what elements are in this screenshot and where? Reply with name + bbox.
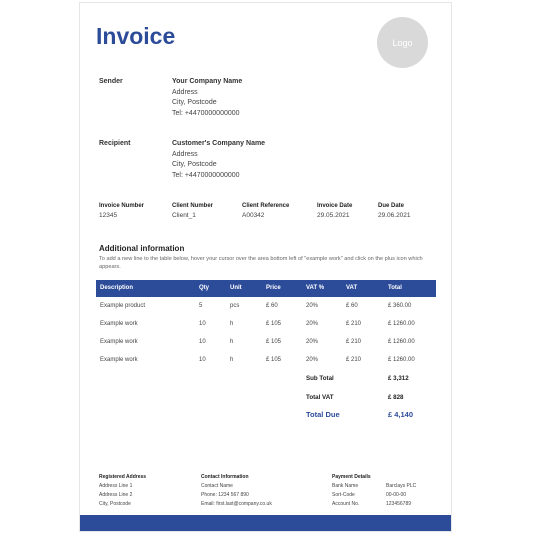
cell-vat-percent: 20% <box>306 321 319 327</box>
cell-total: £ 1260.00 <box>388 339 415 345</box>
col-qty: Qty <box>199 285 210 291</box>
invoice-meta <box>99 203 433 225</box>
table-header <box>96 280 436 297</box>
recipient-address: Address <box>172 150 198 158</box>
meta-client-reference <box>242 203 289 219</box>
recipient-label: Recipient <box>99 140 131 147</box>
footer-heading: Payment Details <box>332 474 371 480</box>
footer-line: Email: first.last@company.co.uk <box>201 501 272 507</box>
footer-line: City, Postcode <box>99 501 131 507</box>
meta-value: 29.06.2021 <box>378 212 411 219</box>
cell-unit: h <box>230 357 234 363</box>
meta-invoice-number <box>99 203 144 219</box>
footer-contact-info <box>201 473 272 509</box>
table-row <box>96 315 436 333</box>
cell-qty: 10 <box>199 321 206 327</box>
cell-price: £ 105 <box>266 339 282 345</box>
cell-description: Example product <box>100 303 146 309</box>
footer-bar <box>80 515 451 531</box>
cell-price: £ 60 <box>266 303 278 309</box>
cell-description: Example work <box>100 321 138 327</box>
footer-line: Address Line 1 <box>99 483 133 489</box>
recipient-name: Customer's Company Name <box>172 140 266 147</box>
col-total: Total <box>388 285 402 291</box>
cell-vat: £ 210 <box>346 357 362 363</box>
footer-value: Barclays PLC <box>386 483 417 489</box>
footer-key: Sort-Code <box>332 492 355 498</box>
cell-qty: 5 <box>199 303 203 309</box>
invoice-page <box>79 2 452 532</box>
footer-pair <box>332 500 416 509</box>
cell-vat: £ 210 <box>346 339 362 345</box>
cell-vat: £ 60 <box>346 303 358 309</box>
cell-unit: h <box>230 339 234 345</box>
cell-total: £ 1260.00 <box>388 357 415 363</box>
sender-name: Your Company Name <box>172 78 243 85</box>
cell-price: £ 105 <box>266 357 282 363</box>
meta-label: Client Reference <box>242 203 290 209</box>
table-row <box>96 333 436 351</box>
meta-value: 29.05.2021 <box>317 212 350 219</box>
col-vat: VAT <box>346 285 358 291</box>
sender-city: City, Postcode <box>172 99 217 106</box>
meta-value: Client_1 <box>172 212 196 219</box>
total-due-value: £ 4,140 <box>388 410 414 419</box>
subtotal-label: Sub Total <box>306 375 334 382</box>
cell-qty: 10 <box>199 339 206 345</box>
footer-heading: Contact Information <box>201 474 249 480</box>
subtotal-value: £ 3,312 <box>388 375 409 382</box>
footer-heading: Registered Address <box>99 474 147 480</box>
sender-tel: Tel: +4470000000000 <box>172 109 240 117</box>
meta-invoice-date <box>317 203 352 219</box>
footer-pair <box>332 491 416 500</box>
col-description: Description <box>100 285 134 291</box>
footer-value: 00-00-00 <box>386 492 407 498</box>
col-unit: Unit <box>230 285 242 291</box>
cell-vat-percent: 20% <box>306 339 319 345</box>
meta-label: Client Number <box>172 203 214 209</box>
cell-unit: h <box>230 321 234 327</box>
meta-label: Due Date <box>378 203 405 209</box>
table-row <box>96 297 436 315</box>
invoice-title: Invoice <box>96 23 176 49</box>
cell-total: £ 360.00 <box>388 303 412 309</box>
recipient-tel: Tel: +4470000000000 <box>172 171 240 179</box>
table-body <box>96 297 436 369</box>
table-row <box>96 351 436 369</box>
footer-line: Phone: 1234 567 890 <box>201 492 249 498</box>
footer-registered-address <box>99 473 146 509</box>
recipient-block <box>172 139 265 181</box>
recipient-city: City, Postcode <box>172 161 217 168</box>
total-due-label: Total Due <box>306 410 340 419</box>
cell-description: Example work <box>100 339 138 345</box>
meta-value: 12345 <box>99 212 118 219</box>
sender-address: Address <box>172 88 198 96</box>
sender-block <box>172 77 242 119</box>
meta-due-date <box>378 203 411 219</box>
total-vat-label: Total VAT <box>306 394 334 401</box>
meta-value: A00342 <box>242 212 265 219</box>
footer-payment-details <box>332 473 416 509</box>
sender-label: Sender <box>99 78 123 85</box>
col-price: Price <box>266 285 281 291</box>
cell-unit: pcs <box>230 303 240 309</box>
meta-label: Invoice Number <box>99 203 145 209</box>
footer-key: Bank Name <box>332 483 359 489</box>
meta-label: Invoice Date <box>317 203 353 209</box>
footer-line: Contact Name <box>201 483 233 489</box>
cell-total: £ 1260.00 <box>388 321 415 327</box>
additional-info-title: Additional information <box>99 244 185 253</box>
meta-client-number <box>172 203 213 219</box>
cell-description: Example work <box>100 357 138 363</box>
cell-price: £ 105 <box>266 321 282 327</box>
cell-vat: £ 210 <box>346 321 362 327</box>
cell-vat-percent: 20% <box>306 303 319 309</box>
footer-key: Account No. <box>332 501 360 507</box>
cell-vat-percent: 20% <box>306 357 319 363</box>
footer-value: 123456789 <box>386 501 412 507</box>
col-vat-percent: VAT % <box>306 285 325 291</box>
footer-pair <box>332 482 416 491</box>
line-items-table <box>96 280 436 369</box>
logo-text: Logo <box>392 37 413 48</box>
cell-qty: 10 <box>199 357 206 363</box>
additional-info-text: To add a new line to the table below, hover your cursor over the area bottom left of "example work" and click on the plus icon which appears. <box>99 256 423 270</box>
footer-line: Address Line 2 <box>99 492 133 498</box>
logo-placeholder <box>377 17 428 68</box>
total-vat-value: £ 828 <box>388 394 404 401</box>
